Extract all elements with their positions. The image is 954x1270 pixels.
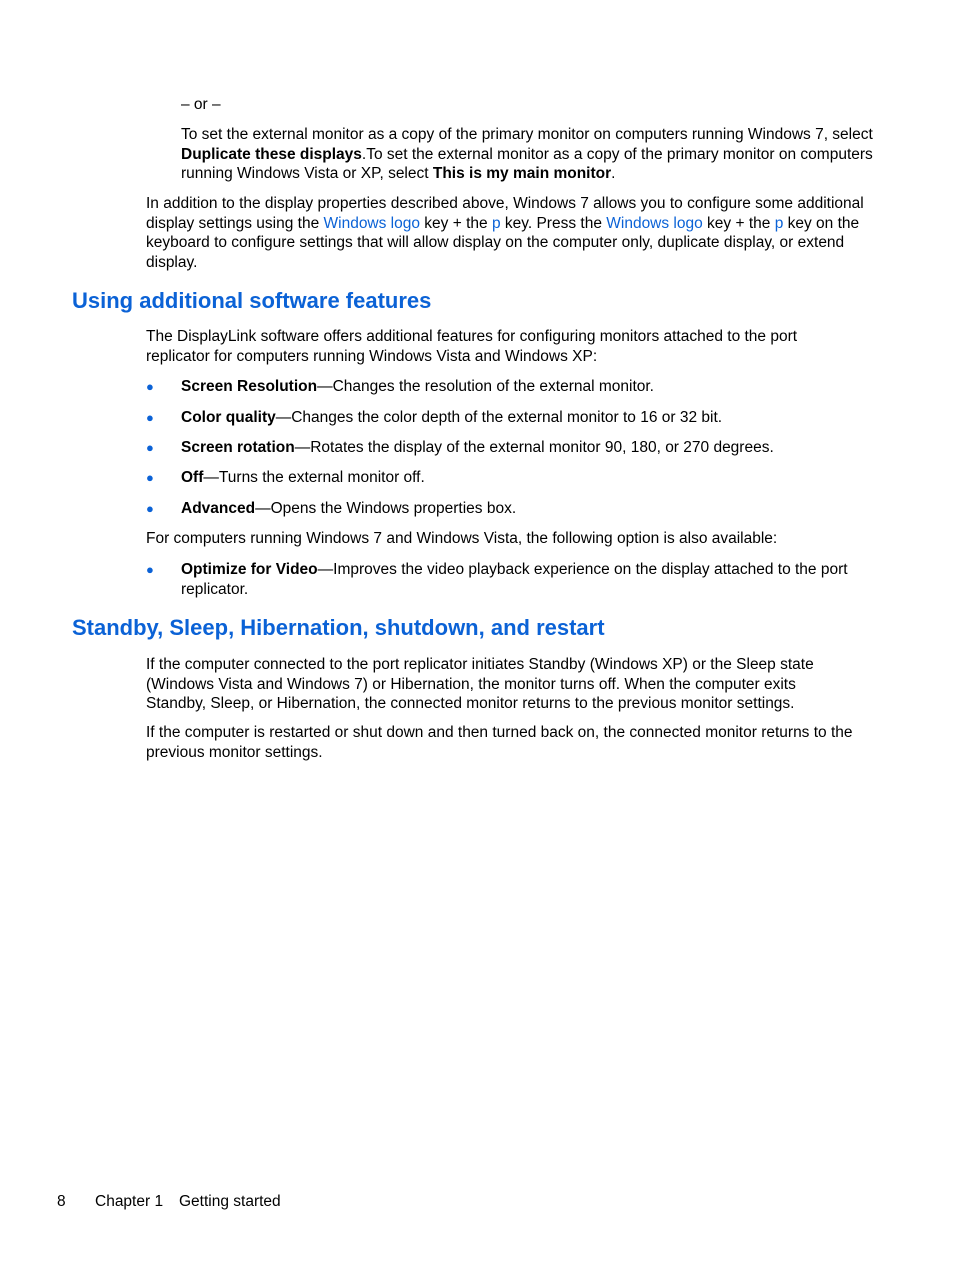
bullet-text <box>181 408 871 428</box>
feature-desc: —Changes the resolution of the external monitor. <box>317 378 654 395</box>
feature-term: Screen Resolution <box>181 378 318 395</box>
p-key-link[interactable]: p <box>491 214 501 232</box>
restart-paragraph: If the computer is restarted or shut down and then turned back on, the connected monitor returns to the previous monitor settings. <box>146 724 853 761</box>
para-text: In addition to the display properties described above, Windows 7 allows you to configure some additional display settings using the <box>146 195 864 232</box>
section-heading-standby-sleep: Standby, Sleep, Hibernation, shutdown, and restart <box>72 615 605 640</box>
feature-term: Color quality <box>181 409 276 426</box>
standby-paragraph: If the computer connected to the port replicator initiates Standby (Windows XP) or the Sleep state (Windows Vista and Windows 7) or Hibernation, the monitor turns off. When the computer exits Standby, Sleep, or Hibernation, the connected monitor returns to the previous monitor settings. <box>146 656 814 712</box>
feature-term: Optimize for Video <box>181 561 318 578</box>
bullet-dot-icon: ● <box>146 562 154 577</box>
bullet-text <box>181 499 871 519</box>
para-text: .To set the external monitor as a copy of the primary monitor on computers running Windows Vista or XP, select <box>181 145 873 182</box>
bullet-text <box>181 438 871 458</box>
vista-option-intro: For computers running Windows 7 and Windows Vista, the following option is also available: <box>146 530 778 547</box>
feature-term: Advanced <box>181 500 256 517</box>
p-key-link[interactable]: p <box>774 214 784 232</box>
feature-desc: —Rotates the display of the external monitor 90, 180, or 270 degrees. <box>294 439 774 456</box>
para-text: key + the <box>702 214 775 232</box>
bullet-text <box>181 377 871 397</box>
displaylink-intro-paragraph: The DisplayLink software offers additional features for configuring monitors attached to the port replicator for computers running Windows Vista and Windows XP: <box>146 328 798 365</box>
windows-logo-key-link[interactable]: Windows logo <box>323 214 420 232</box>
or-separator: – or – <box>181 96 221 113</box>
ui-term-this-is-my-main-monitor: This is my main monitor <box>432 165 612 182</box>
ui-term-duplicate-these-displays: Duplicate these displays <box>181 145 362 163</box>
para-text: key. Press the <box>500 214 607 232</box>
windows-logo-key-paragraph <box>146 194 876 272</box>
duplicate-displays-paragraph <box>181 125 881 184</box>
feature-desc: —Changes the color depth of the external monitor to 16 or 32 bit. <box>275 409 723 426</box>
feature-term: Off <box>181 469 204 486</box>
bullet-text <box>181 468 871 488</box>
bullet-text <box>181 560 851 599</box>
feature-desc: —Improves the video playback experience on the display attached to the port replicator. <box>181 561 848 598</box>
para-text: To set the external monitor as a copy of the primary monitor on computers running Windows 7, select <box>181 126 873 143</box>
section-heading-software-features: Using additional software features <box>72 288 432 313</box>
bullet-dot-icon: ● <box>146 410 154 425</box>
feature-desc: —Turns the external monitor off. <box>203 469 425 486</box>
bullet-dot-icon: ● <box>146 501 154 516</box>
para-text: . <box>611 165 616 182</box>
bullet-dot-icon: ● <box>146 470 154 485</box>
bullet-dot-icon: ● <box>146 379 154 394</box>
feature-desc: —Opens the Windows properties box. <box>255 500 517 517</box>
para-text: key on the keyboard to configure settings that will allow display on the computer only, duplicate display, or extend display. <box>146 214 860 271</box>
page-number: 8 <box>57 1193 66 1210</box>
chapter-label: Chapter 1 <box>95 1193 164 1210</box>
bullet-dot-icon: ● <box>146 440 154 455</box>
para-text: key + the <box>420 214 492 232</box>
feature-term: Screen rotation <box>181 439 295 456</box>
chapter-title: Getting started <box>179 1193 281 1210</box>
windows-logo-key-link[interactable]: Windows logo <box>606 214 703 232</box>
